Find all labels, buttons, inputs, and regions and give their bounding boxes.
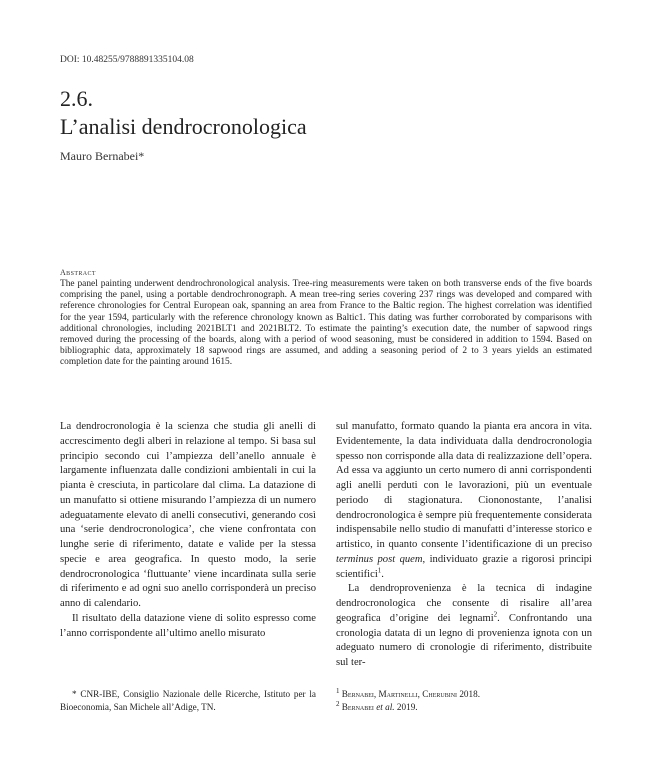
affiliation-text: * CNR-IBE, Consiglio Nazionale delle Ricerche, Istituto per la Bioeconomia, San Michele all’Adige, TN. (60, 689, 316, 712)
footnote-text: 2019. (394, 701, 418, 712)
body-paragraph (336, 420, 592, 582)
footnotes-list (336, 688, 592, 713)
footnote-number: 2 (336, 699, 340, 708)
footnote-1 (336, 688, 592, 701)
footnote-2 (336, 701, 592, 714)
footnote-text: Bernabei, Martinelli, Cherubini 2018. (341, 689, 481, 699)
text-run: La dendroprovenienza è la tecnica di indagine dendrocronologica che consente di risalire all’area geografica d’origine dei legnami (336, 583, 592, 624)
text-run: sul manufatto, formato quando la pianta era ancora in vita. Evidentemente, la data individuata dalla dendrocronologia spesso non corrisponde alla data di realizzazione dell’opera. Ad essa va aggiunto un certo numero di anni corrispondenti agli anelli perduti con le lavorazioni, più un eventuale periodo di stagionatura. Ciononostante, l’analisi dendrocronologica è sempre più frequentemente considerata indispensabile nello studio di manufatti d’interesse storico e artistico, in quanto consente l’identificazione di un preciso (336, 421, 592, 550)
author-name: Mauro Bernabei* (60, 149, 145, 163)
footnote-number: 1 (336, 686, 340, 695)
body-paragraph: La dendrocronologia è la scienza che studia gli anelli di accrescimento degli alberi in relazione al tempo. Si basa sul principio secondo cui l’ampiezza dell’anello annuale è largamente influenzata dalle condizioni ambientali in cui la pianta è cresciuta, in particolare dal clima. La datazione di un manufatto si ottiene misurando l’ampiezza di un numero adeguatamente elevato di anelli consecutivi, generando così una ‘serie dendrocronologica’, che viene confrontata con lunghe serie di riferimento, datate e valide per la stessa specie e area geografica. In questo modo, la serie dendrocronologica ‘fluttuante’ viene incardinata sulla serie di riferimento e ad ogni suo anello corrisponderà un preciso anno di calendario. (60, 421, 316, 609)
text-run: . Confrontando una cronologia datata di un legno di provenienza ignota con un adeguato numero di cronologie di riferimento, distribuite sul ter- (336, 612, 593, 668)
affiliation-footnote (60, 688, 316, 713)
footnote-ref-2[interactable]: 2 (493, 610, 498, 619)
footnote-text: Bernabei (341, 701, 377, 712)
italic-term: terminus post quem (336, 553, 423, 565)
abstract-text: The panel painting underwent dendrochronological analysis. Tree-ring measurements were taken on both transverse ends of the five boards comprising the panel, using a portable dendrochronograph. A mean tree-ring series covering 237 rings was developed and compared with reference chronologies for Central European oak, spanning an area from France to the Baltic region. The highest correlation was identified for the year 1594, particularly with the reference chronology known as Baltic1. This dating was further corroborated by comparisons with additional chronologies, including 2021BLT1 and 2021BLT2. To estimate the painting’s execution date, the number of sapwood rings removed during the processing of the boards, along with a period of wood seasoning, must be considered in addition to 1594. Based on bibliographic data, approximately 18 sapwood rings are assumed, and adding a seasoning period of 2 to 3 years yields an estimated completion date for the painting around 1615. (60, 279, 592, 368)
footnote-ref-1[interactable]: 1 (377, 565, 382, 574)
text-run: , individuato grazie a rigorosi principi scientifici (336, 553, 592, 580)
section-number: 2.6. (60, 86, 93, 111)
body-paragraph: Il risultato della datazione viene di solito espresso come l’anno corrispondente all’ultimo anello misurato (60, 612, 316, 639)
text-run: . (381, 568, 384, 580)
body-column-right (336, 420, 592, 671)
body-column-left (60, 420, 316, 641)
section-title: L’analisi dendrocronologica (60, 114, 307, 139)
footnote-italic: et al. (376, 701, 395, 712)
doi-line: DOI: 10.48255/9788891335104.08 (60, 55, 194, 65)
abstract-label: Abstract (60, 268, 96, 277)
body-paragraph (336, 582, 592, 671)
